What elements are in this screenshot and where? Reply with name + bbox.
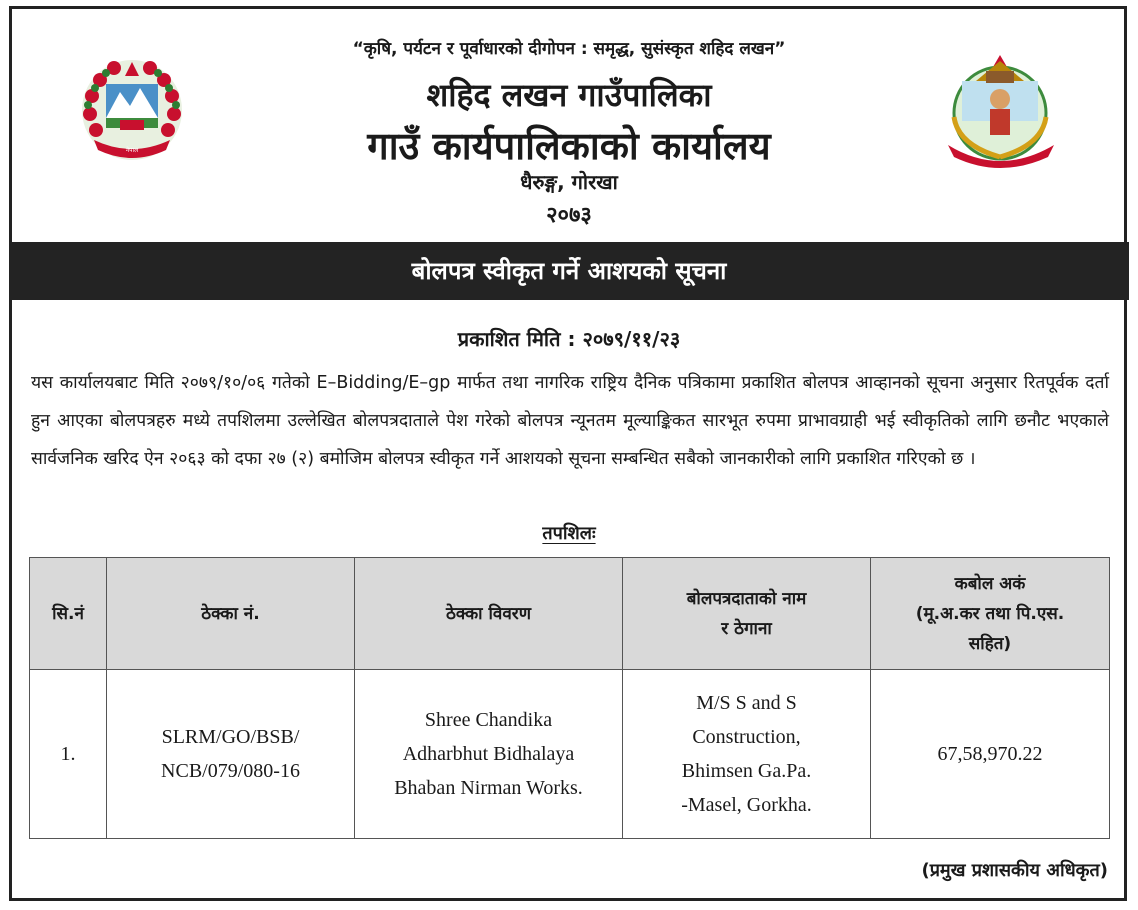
cell-sn: 1. bbox=[30, 670, 107, 839]
header-contract-no: ठेक्का नं. bbox=[107, 558, 355, 670]
cell-contract-desc: Shree Chandika Adharbhut Bidhalaya Bhaban Nirman Works. bbox=[355, 670, 623, 839]
cell-contract-no: SLRM/GO/BSB/ NCB/079/080-16 bbox=[107, 670, 355, 839]
cell-bidder: M/S S and S Construction, Bhimsen Ga.Pa. -Masel, Gorkha. bbox=[623, 670, 871, 839]
office-location: धैरुङ्ग, गोरखा bbox=[520, 170, 618, 194]
header-sn: सि.नं bbox=[30, 558, 107, 670]
motto: “कृषि, पर्यटन र पूर्वाधारको दीगोपन : समृद्ध, सुसंस्कृत शहिद लखन” bbox=[352, 39, 786, 59]
office-name: गाउँ कार्यपालिकाको कार्यालय bbox=[367, 124, 771, 168]
table-header-row bbox=[30, 558, 1110, 670]
svg-text:नेपाल: नेपाल bbox=[125, 147, 139, 154]
contract-table bbox=[29, 557, 1110, 839]
schedule-heading bbox=[0, 521, 1138, 545]
header-bidder: बोलपत्रदाताको नाम र ठेगाना bbox=[623, 558, 871, 670]
notice-body: यस कार्यालयबाट मिति २०७९/१०/०६ गतेको E–Bidding/E–gp मार्फत तथा नागरिक राष्ट्रिय दैनिक पत्रिकामा प्रकाशित बोलपत्र आव्हानको सूचना अनुसार रितपूर्वक दर्ता हुन आएका बोलपत्रहरु मध्ये तपशिलमा उल्लेखित बोलपत्रदाताले पेश गरेको बोलपत्र न्यूनतम मूल्याङ्किकत सारभूत रुपमा प्राभावग्राही भई स्वीकृतिको लागि छनौट भएकाले सार्वजनिक खरिद ऐन २०६३ को दफा २७ (२) बमोजिम बोलपत्र स्वीकृत गर्ने आशयको सूचना सम्बन्धित सबैको जानकारीको लागि प्रकाशित गरिएको छ । bbox=[31, 373, 1109, 469]
cell-amount: 67,58,970.22 bbox=[871, 670, 1110, 839]
table-row bbox=[30, 670, 1110, 839]
notice-title: बोलपत्र स्वीकृत गर्ने आशयको सूचना bbox=[9, 242, 1129, 300]
header-contract-desc: ठेक्का विवरण bbox=[355, 558, 623, 670]
published-date: प्रकाशित मिति : २०७९/११/२३ bbox=[457, 327, 681, 351]
establishment-year: २०७३ bbox=[546, 203, 592, 228]
municipality-name: शहिद लखन गाउँपालिका bbox=[426, 76, 712, 114]
signatory: (प्रमुख प्रशासकीय अधिकृत) bbox=[921, 860, 1108, 881]
schedule-label: तपशिलः bbox=[542, 523, 596, 544]
header-amount: कबोल अकं (मू.अ.कर तथा पि.एस. सहित) bbox=[871, 558, 1110, 670]
